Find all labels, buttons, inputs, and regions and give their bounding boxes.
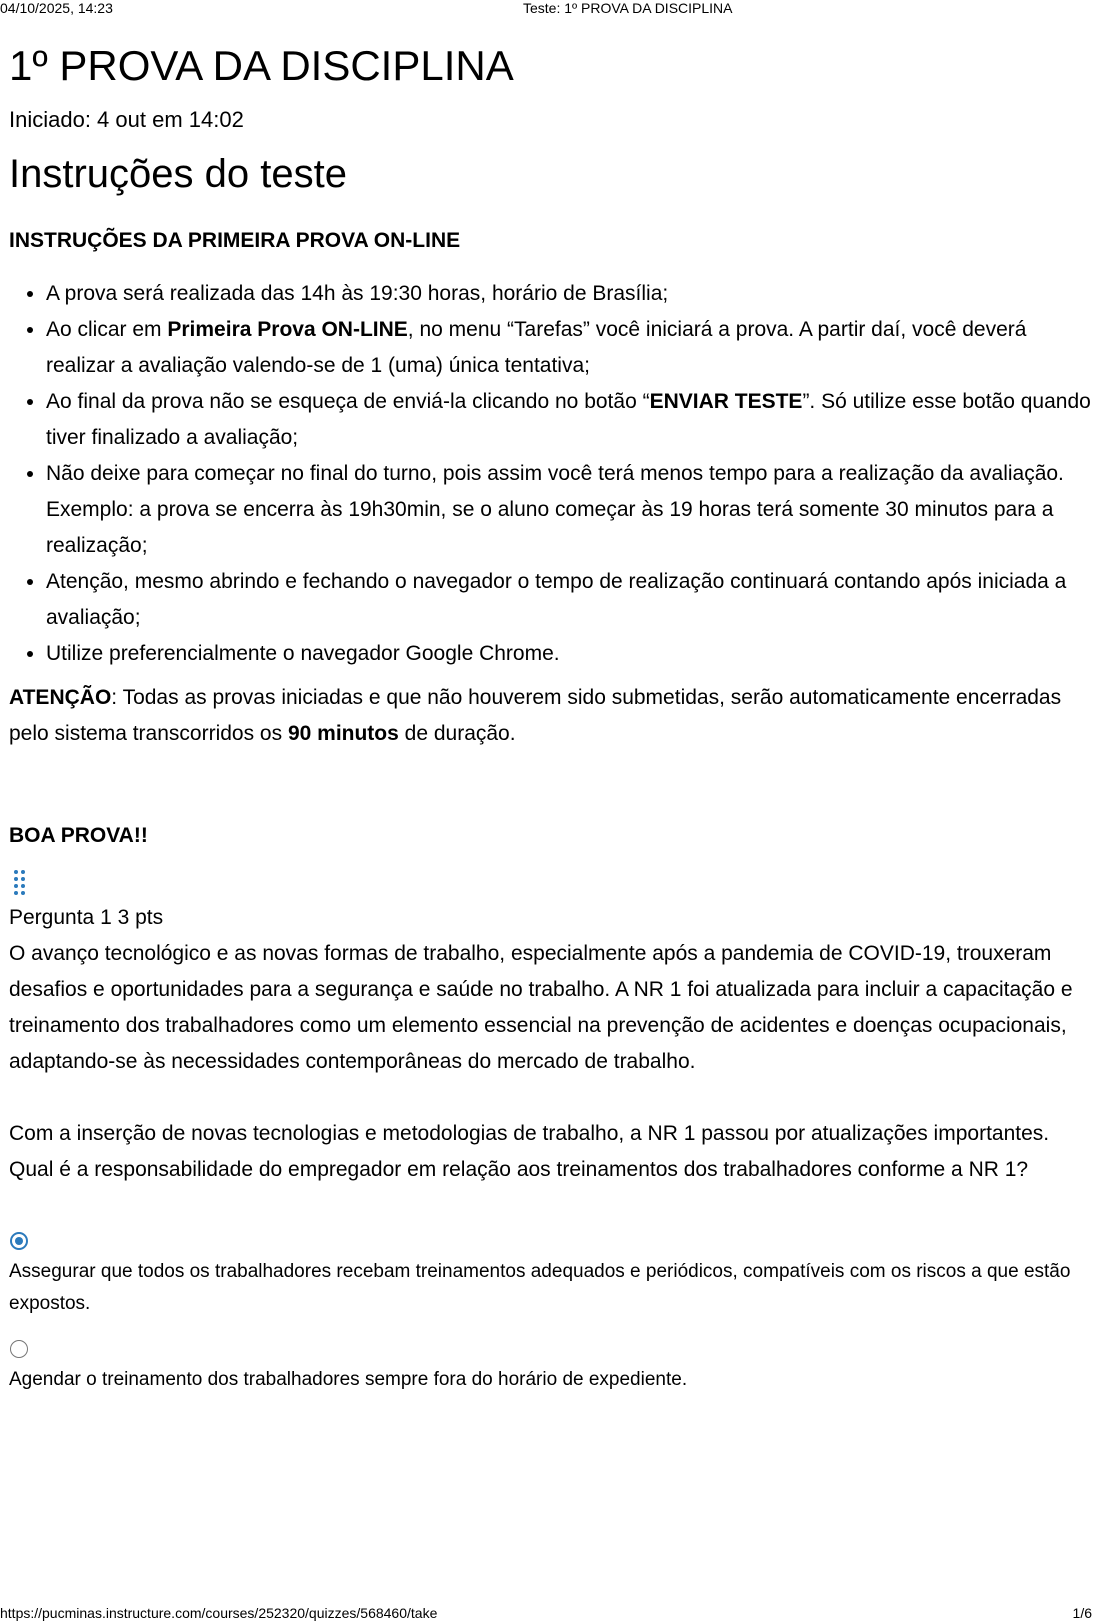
attention-note	[9, 680, 1091, 752]
instruction-bold-text: ENVIAR TESTE	[649, 390, 803, 413]
page-number: 1/6	[1072, 1605, 1092, 1621]
instruction-bold-text: Primeira Prova ON-LINE	[167, 318, 408, 341]
print-title: Teste: 1º PROVA DA DISCIPLINA	[523, 0, 733, 16]
question-paragraph-1: O avanço tecnológico e as novas formas de trabalho, especialmente após a pandemia de COVID-19, trouxeram desafios e oportunidades para a segurança e saúde no trabalho. A NR 1 foi atualizada para incluir a capacitação e treinamento dos trabalhadores como um elemento essencial na prevenção de acidentes e doenças ocupacionais, adaptando-se às necessidades contemporâneas do mercado de trabalho.	[9, 942, 1073, 1073]
instruction-text: A prova será realizada das 14h às 19:30 horas, horário de Brasília;	[46, 282, 669, 305]
closing-message: BOA PROVA!!	[9, 824, 148, 847]
instruction-text: Ao final da prova não se esqueça de enviá-la clicando no botão “	[46, 390, 650, 413]
question-paragraph-2: Com a inserção de novas tecnologias e metodologias de trabalho, a NR 1 passou por atualizações importantes. Qual é a responsabilidade do empregador em relação aos treinamentos dos trabalhadores conforme a NR 1?	[9, 1122, 1050, 1181]
instruction-text: , no menu “Tarefas” você iniciará a prova. A partir daí, você deverá realizar a avaliação valendo-se de 1 (uma) única tentativa;	[46, 318, 1027, 377]
instruction-item	[46, 312, 1091, 384]
radio-checked-icon[interactable]	[10, 1232, 28, 1250]
instruction-text: Ao clicar em	[46, 318, 168, 341]
drag-handle-icon[interactable]	[11, 870, 29, 898]
quiz-content	[9, 40, 1091, 1416]
question-text	[9, 936, 1091, 1188]
instruction-text: Atenção, mesmo abrindo e fechando o navegador o tempo de realização continuará contando após iniciada a avaliação;	[46, 570, 1067, 629]
attention-label: ATENÇÃO	[9, 686, 112, 709]
attention-duration: 90 minutos	[287, 722, 399, 745]
started-timestamp: Iniciado: 4 out em 14:02	[9, 107, 244, 132]
instructions-heading: Instruções do teste	[9, 152, 347, 196]
print-header	[0, 0, 1096, 18]
instruction-item	[46, 564, 1091, 636]
attention-text-1: : Todas as provas iniciadas e que não houverem sido submetidas, serão automaticamente encerradas pelo sistema transcorridos os	[9, 686, 1062, 745]
radio-unchecked-icon[interactable]	[10, 1340, 28, 1358]
attention-text-2: de duração.	[398, 722, 516, 745]
question-header: Pergunta 1 3 pts	[9, 906, 164, 929]
print-footer	[0, 1604, 1096, 1624]
page-title: 1º PROVA DA DISCIPLINA	[9, 42, 514, 89]
answer-option[interactable]	[9, 1340, 1091, 1396]
instruction-text: Não deixe para começar no final do turno, pois assim você terá menos tempo para a realização da avaliação. Exemplo: a prova se encerra às 19h30min, se o aluno começar às 19 horas terá somente 30 minutos para a realização;	[46, 462, 1064, 557]
answer-text: Assegurar que todos os trabalhadores recebam treinamentos adequados e periódicos, compatíveis com os riscos a que estão expostos.	[9, 1261, 1071, 1314]
instructions-subheading: INSTRUÇÕES DA PRIMEIRA PROVA ON-LINE	[9, 229, 461, 252]
instruction-item	[46, 276, 1091, 312]
instruction-text: ”. Só utilize esse botão quando tiver finalizado a avaliação;	[46, 390, 1091, 449]
instruction-text: Utilize preferencialmente o navegador Google Chrome.	[46, 642, 560, 665]
instruction-item	[46, 456, 1091, 564]
print-url: https://pucminas.instructure.com/courses/252320/quizzes/568460/take	[0, 1605, 438, 1621]
instructions-list	[9, 276, 1091, 672]
answer-options	[9, 1232, 1091, 1396]
answer-option[interactable]	[9, 1232, 1091, 1320]
instruction-item	[46, 636, 1091, 672]
instruction-item	[46, 384, 1091, 456]
print-datetime: 04/10/2025, 14:23	[0, 0, 113, 16]
answer-text: Agendar o treinamento dos trabalhadores sempre fora do horário de expediente.	[9, 1369, 688, 1390]
